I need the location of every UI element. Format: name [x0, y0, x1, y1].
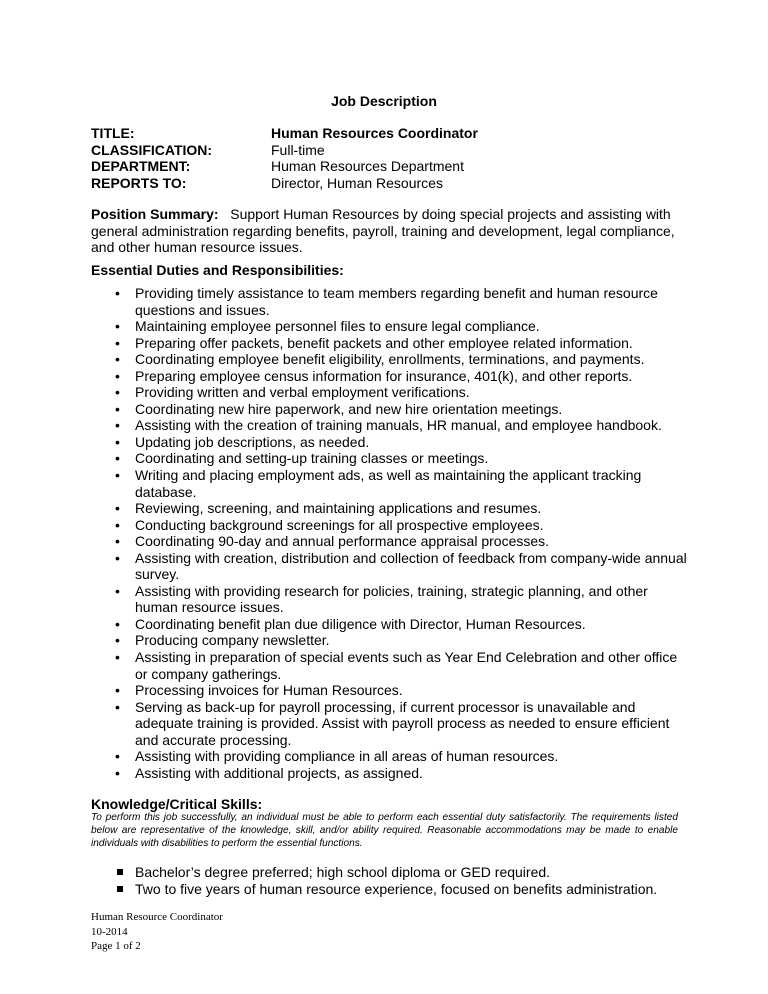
duty-text: Coordinating new hire paperwork, and new hire orientation meetings. — [135, 400, 563, 417]
duty-text: Assisting with providing research for policies, training, strategic planning, and other human resource issues. — [135, 582, 648, 616]
page-footer — [91, 910, 223, 954]
duty-text: Reviewing, screening, and maintaining applications and resumes. — [135, 500, 542, 517]
field-value: Human Resources Coordinator — [271, 125, 478, 141]
bullet-icon: • — [115, 632, 120, 649]
skills-heading: Knowledge/Critical Skills: — [91, 796, 263, 812]
duty-item — [91, 682, 691, 699]
footer-date: 10-2014 — [91, 925, 128, 938]
skill-item — [91, 864, 691, 881]
duty-text: Assisting with providing compliance in all areas of human resources. — [135, 748, 559, 765]
bullet-icon: • — [115, 764, 120, 781]
duty-item — [91, 649, 691, 682]
duty-item — [91, 384, 691, 401]
duty-text: Writing and placing employment ads, as well as maintaining the applicant tracking database. — [135, 467, 642, 500]
duty-item — [91, 533, 691, 550]
bullet-icon: • — [115, 334, 120, 351]
bullet-icon: • — [115, 649, 120, 666]
duty-item — [91, 500, 691, 517]
bullet-icon: • — [115, 384, 120, 401]
duty-item — [91, 699, 691, 749]
duty-item — [91, 318, 691, 335]
bullet-icon: • — [115, 516, 120, 533]
bullet-icon: • — [115, 682, 120, 699]
bullet-icon: • — [115, 748, 120, 765]
field-label: CLASSIFICATION: — [91, 141, 213, 158]
bullet-icon: • — [115, 549, 120, 566]
duty-item — [91, 285, 691, 318]
duty-text: Coordinating and setting-up training classes or meetings. — [135, 450, 489, 467]
duty-item — [91, 434, 691, 451]
duty-item — [91, 517, 691, 534]
header-fields — [91, 125, 478, 191]
duty-item — [91, 550, 691, 583]
square-bullet-icon — [117, 869, 123, 875]
duty-text: Coordinating benefit plan due diligence with Director, Human Resources. — [135, 615, 586, 632]
duty-item — [91, 368, 691, 385]
duty-item — [91, 583, 691, 616]
duty-text: Updating job descriptions, as needed. — [135, 433, 370, 450]
footer-doc-name: Human Resource Coordinator — [91, 911, 223, 923]
field-reports-to — [91, 175, 478, 192]
document-title: Job Description — [331, 93, 437, 109]
duty-text: Assisting with creation, distribution and collection of feedback from company-wide annual survey. — [135, 549, 687, 583]
duties-list — [91, 285, 691, 781]
duty-text: Preparing employee census information for insurance, 401(k), and other reports. — [135, 367, 633, 384]
bullet-icon: • — [115, 433, 120, 450]
duty-text: Assisting with additional projects, as assigned. — [135, 764, 423, 781]
duty-item — [91, 351, 691, 368]
bullet-icon: • — [115, 467, 120, 484]
duty-text: Providing written and verbal employment verifications. — [135, 384, 470, 401]
bullet-icon: • — [115, 351, 120, 368]
field-value: Full-time — [271, 141, 325, 158]
duty-text: Producing company newsletter. — [135, 632, 330, 649]
bullet-icon: • — [115, 698, 120, 715]
duty-item — [91, 417, 691, 434]
field-title — [91, 125, 478, 142]
duties-heading: Essential Duties and Responsibilities: — [91, 262, 344, 278]
position-summary — [91, 206, 681, 256]
duty-text: Maintaining employee personnel files to ensure legal compliance. — [135, 318, 540, 335]
square-bullet-icon — [117, 886, 123, 892]
bullet-icon: • — [115, 318, 120, 335]
duty-text: Assisting with the creation of training manuals, HR manual, and employee handbook. — [135, 417, 662, 434]
skill-text: Bachelor’s degree preferred; high school diploma or GED required. — [135, 864, 551, 880]
field-department — [91, 158, 478, 175]
field-classification — [91, 142, 478, 159]
skill-text: Two to five years of human resource experience, focused on benefits administration. — [135, 880, 658, 897]
bullet-icon: • — [115, 615, 120, 632]
field-value: Human Resources Department — [271, 158, 464, 174]
bullet-icon: • — [115, 367, 120, 384]
duty-item — [91, 616, 691, 633]
bullet-icon: • — [115, 500, 120, 517]
summary-label: Position Summary: — [91, 206, 219, 222]
duty-text: Providing timely assistance to team members regarding benefit and human resource questions and issues. — [135, 285, 658, 318]
bullet-icon: • — [115, 400, 120, 417]
skills-note: To perform this job successfully, an individual must be able to perform each essential duty satisfactorily. The requirements listed below are representative of the knowledge, skill, and/or ability required. Reasonable accommodations may be made to enable individuals with disabilities to perform the essential functions. — [91, 812, 678, 849]
bullet-icon: • — [115, 582, 120, 599]
bullet-icon: • — [115, 285, 120, 301]
duty-item — [91, 401, 691, 418]
bullet-icon: • — [115, 450, 120, 467]
field-label: REPORTS TO: — [91, 174, 187, 191]
duty-text: Serving as back-up for payroll processing, if current processor is unavailable and adequate training is provided. Assist with payroll process as needed to ensure efficient and accurate processing. — [135, 698, 670, 748]
duty-item — [91, 765, 691, 782]
duty-text: Coordinating 90-day and annual performance appraisal processes. — [135, 533, 550, 550]
field-value: Director, Human Resources — [271, 174, 443, 191]
duty-item — [91, 467, 691, 500]
summary-text: Support Human Resources by doing special projects and assisting with general administration regarding benefits, payroll, training and development, legal compliance, and other human resource issues. — [91, 206, 675, 255]
bullet-icon: • — [115, 417, 120, 434]
duty-item — [91, 748, 691, 765]
field-label: TITLE: — [91, 125, 135, 141]
bullet-icon: • — [115, 533, 120, 550]
duty-item — [91, 335, 691, 352]
field-label: DEPARTMENT: — [91, 158, 191, 174]
duty-text: Assisting in preparation of special events such as Year End Celebration and other office or company gatherings. — [135, 649, 678, 682]
duty-text: Conducting background screenings for all prospective employees. — [135, 516, 544, 533]
duty-text: Coordinating employee benefit eligibility, enrollments, terminations, and payments. — [135, 351, 645, 368]
duty-text: Processing invoices for Human Resources. — [135, 682, 403, 699]
duty-item — [91, 450, 691, 467]
duty-text: Preparing offer packets, benefit packets and other employee related information. — [135, 334, 633, 351]
skill-item — [91, 881, 691, 898]
footer-page-number: Page 1 of 2 — [91, 940, 141, 952]
duty-item — [91, 632, 691, 649]
skills-list — [91, 864, 691, 897]
